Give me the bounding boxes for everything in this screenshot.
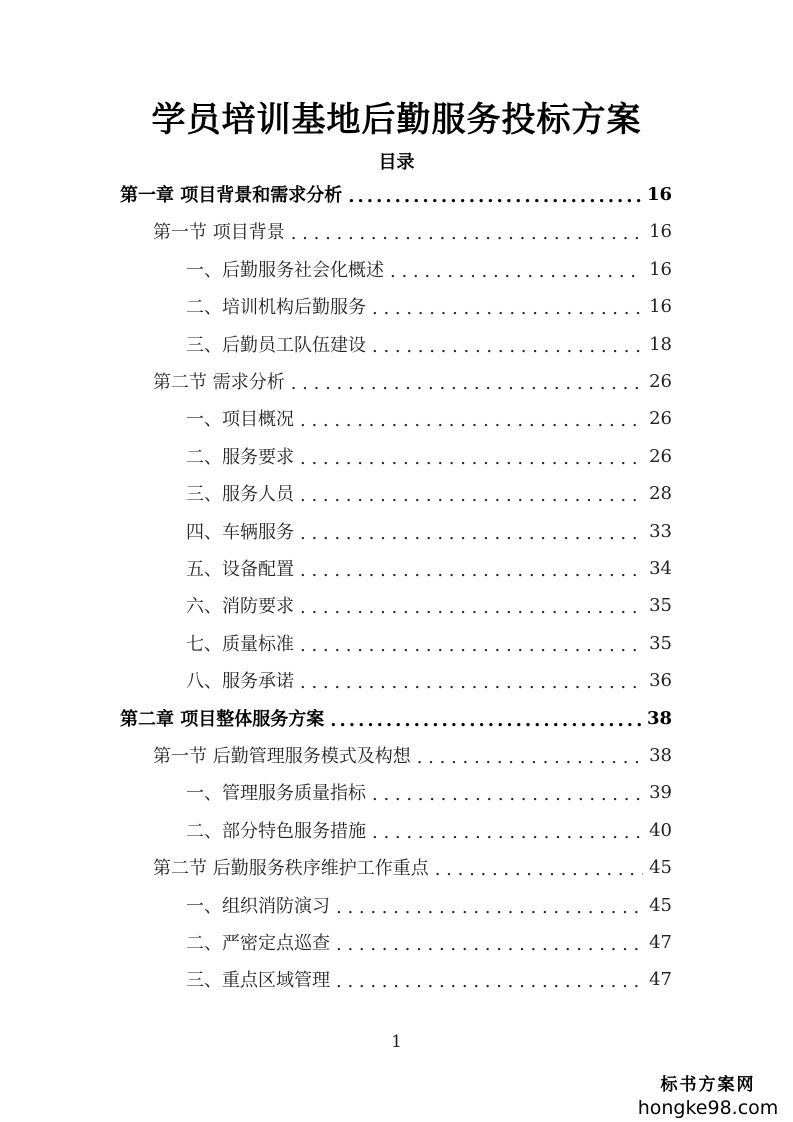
- toc-entry-label: 一、项目概况: [186, 409, 294, 430]
- toc-entry-page: 16: [649, 220, 672, 242]
- toc-leader-dots: [291, 223, 643, 244]
- toc-entry-section[interactable]: [153, 367, 672, 395]
- toc-entry-item[interactable]: [186, 330, 672, 358]
- toc-entry-label: 五、设备配置: [186, 559, 294, 580]
- toc-entry-label: 三、重点区域管理: [186, 970, 330, 991]
- toc-entry-label: 一、组织消防演习: [186, 896, 330, 917]
- toc-entry-item[interactable]: [186, 778, 672, 806]
- toc-entry-label: 三、服务人员: [186, 484, 294, 505]
- toc-entry-page: 26: [649, 445, 672, 467]
- toc-entry-label: 二、培训机构后勤服务: [186, 297, 366, 318]
- toc-entry-label: 第二章 项目整体服务方案: [120, 709, 325, 730]
- toc-leader-dots: [300, 560, 643, 581]
- toc-leader-dots: [336, 897, 643, 918]
- toc-entry-label: 一、管理服务质量指标: [186, 783, 366, 804]
- watermark-logo: [633, 1070, 783, 1119]
- toc-entry-item[interactable]: [186, 554, 672, 582]
- toc-leader-dots: [435, 859, 643, 880]
- toc-leader-dots: [291, 373, 643, 394]
- toc-entry-label: 八、服务承诺: [186, 671, 294, 692]
- toc-entry-item[interactable]: [186, 479, 672, 507]
- toc-leader-dots: [300, 597, 643, 618]
- toc-entry-page: 28: [649, 482, 672, 504]
- toc-leader-dots: [336, 971, 643, 992]
- toc-entry-section[interactable]: [153, 853, 672, 881]
- toc-entry-section[interactable]: [153, 741, 672, 769]
- toc-entry-label: 二、服务要求: [186, 447, 294, 468]
- toc-entry-page: 26: [649, 407, 672, 429]
- toc-entry-page: 16: [646, 183, 672, 205]
- toc-entry-item[interactable]: [186, 404, 672, 432]
- toc-leader-dots: [300, 448, 643, 469]
- toc-entry-chapter[interactable]: [120, 180, 672, 208]
- toc-entry-item[interactable]: [186, 255, 672, 283]
- toc-entry-item[interactable]: [186, 629, 672, 657]
- toc-entry-item[interactable]: [186, 292, 672, 320]
- toc-entry-page: 40: [649, 819, 672, 841]
- toc-entry-label: 第二节 需求分析: [153, 372, 285, 393]
- toc-heading: 目录: [378, 152, 415, 173]
- toc-leader-dots: [417, 747, 643, 768]
- toc-leader-dots: [300, 672, 643, 693]
- toc-entry-label: 七、质量标准: [186, 634, 294, 655]
- toc-entry-item[interactable]: [186, 816, 672, 844]
- toc-entry-label: 第一节 后勤管理服务模式及构想: [153, 746, 411, 767]
- toc-entry-item[interactable]: [186, 965, 672, 993]
- toc-entry-page: 35: [649, 594, 672, 616]
- toc-entry-page: 35: [649, 632, 672, 654]
- toc-entry-label: 六、消防要求: [186, 596, 294, 617]
- toc-entry-item[interactable]: [186, 666, 672, 694]
- toc-entry-label: 二、部分特色服务措施: [186, 821, 366, 842]
- toc-entry-label: 三、后勤员工队伍建设: [186, 335, 366, 356]
- toc-entry-page: 26: [649, 370, 672, 392]
- toc-entry-page: 47: [649, 931, 672, 953]
- toc-leader-dots: [300, 635, 643, 656]
- toc-entry-page: 38: [646, 707, 672, 729]
- toc-leader-dots: [300, 410, 643, 431]
- toc-leader-dots: [372, 336, 643, 357]
- toc-leader-dots: [330, 710, 641, 731]
- toc-leader-dots: [372, 298, 643, 319]
- toc-entry-page: 33: [649, 520, 672, 542]
- toc-entry-page: 18: [649, 333, 672, 355]
- toc-leader-dots: [348, 186, 641, 207]
- toc-entry-label: 二、严密定点巡查: [186, 933, 330, 954]
- toc-entry-page: 45: [649, 894, 672, 916]
- toc-entry-page: 34: [649, 557, 672, 579]
- toc-leader-dots: [300, 485, 643, 506]
- watermark-url: hongke98.com: [637, 1097, 779, 1119]
- toc-entry-page: 45: [649, 856, 672, 878]
- toc-entry-page: 16: [649, 258, 672, 280]
- toc-entry-label: 第一节 项目背景: [153, 222, 285, 243]
- toc-entry-chapter[interactable]: [120, 704, 672, 732]
- toc-entry-page: 16: [649, 295, 672, 317]
- toc-entry-label: 一、后勤服务社会化概述: [186, 260, 384, 281]
- toc-entry-item[interactable]: [186, 517, 672, 545]
- toc-leader-dots: [390, 261, 643, 282]
- toc-entry-page: 38: [649, 744, 672, 766]
- toc-leader-dots: [300, 523, 643, 544]
- toc-leader-dots: [372, 784, 643, 805]
- page-number: 1: [391, 1032, 402, 1052]
- toc-entry-label: 第一章 项目背景和需求分析: [120, 185, 343, 206]
- toc-entry-label: 第二节 后勤服务秩序维护工作重点: [153, 858, 429, 879]
- document-title: 学员培训基地后勤服务投标方案: [151, 100, 642, 140]
- watermark-name: 标书方案网: [660, 1075, 756, 1095]
- toc-entry-item[interactable]: [186, 891, 672, 919]
- toc-entry-label: 四、车辆服务: [186, 522, 294, 543]
- toc-entry-page: 39: [649, 781, 672, 803]
- toc-entry-item[interactable]: [186, 442, 672, 470]
- toc-leader-dots: [336, 934, 643, 955]
- toc-entry-item[interactable]: [186, 591, 672, 619]
- toc-entry-page: 36: [649, 669, 672, 691]
- toc-entry-page: 47: [649, 968, 672, 990]
- toc-leader-dots: [372, 822, 643, 843]
- toc-entry-item[interactable]: [186, 928, 672, 956]
- toc-entry-section[interactable]: [153, 217, 672, 245]
